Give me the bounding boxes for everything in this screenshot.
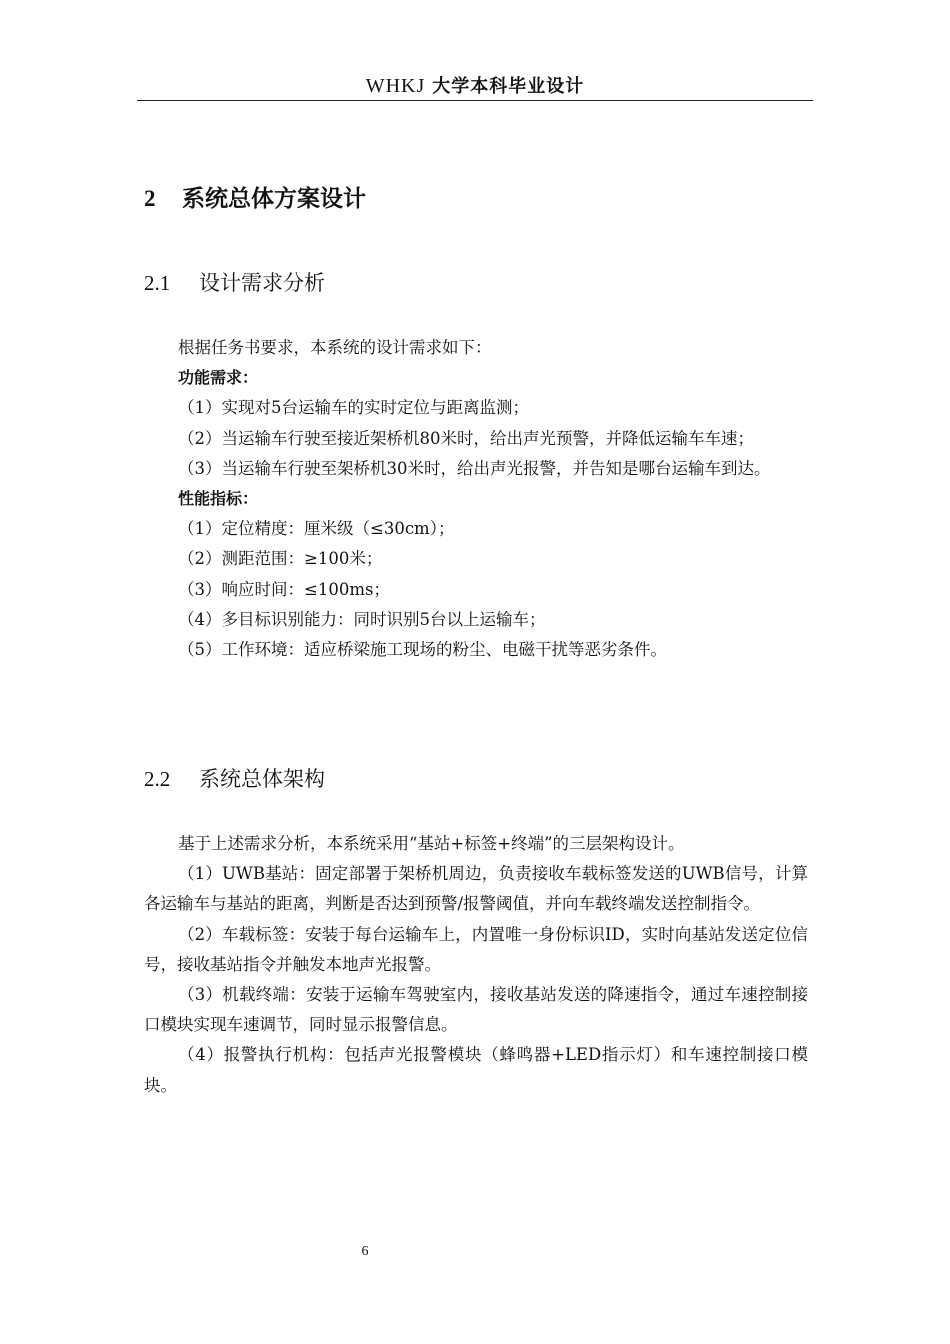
chapter-heading [144, 182, 366, 216]
chapter-number: 2 [144, 186, 156, 211]
performance-item: （5）工作环境：适应桥梁施工现场的粉尘、电磁干扰等恶劣条件。 [178, 640, 667, 660]
performance-item: （4）多目标识别能力：同时识别5台以上运输车； [178, 609, 546, 629]
page-number: 6 [361, 1244, 369, 1259]
architecture-item: （1）UWB基站：固定部署于架桥机周边，负责接收车载标签发送的UWB信号，计算各运输车与基站的距离，判断是否达到预警/报警阈值，并向车载终端发送控制指令。 [144, 864, 808, 914]
architecture-item: （4）报警执行机构：包括声光报警模块（蜂鸣器+LED指示灯）和车速控制接口模块。 [144, 1045, 808, 1095]
section-title: 设计需求分析 [199, 271, 325, 295]
section-heading-2-1 [144, 267, 325, 299]
header-latin: WHKJ [365, 75, 426, 97]
section-number: 2.1 [144, 271, 171, 295]
performance-item: （2）测距范围：≥100米； [178, 549, 383, 569]
architecture-item: （2）车载标签：安装于每台运输车上，内置唯一身份标识ID，实时向基站发送定位信号，接收基站指令并触发本地声光报警。 [144, 924, 808, 974]
architecture-intro: 基于上述需求分析，本系统采用“基站+标签+终端”的三层架构设计。 [178, 834, 685, 853]
page-header [137, 72, 813, 101]
requirements-intro: 根据任务书要求，本系统的设计需求如下： [178, 338, 492, 357]
section-number: 2.2 [144, 767, 171, 791]
functional-item: （1）实现对5台运输车的实时定位与距离监测； [178, 398, 529, 418]
section-title: 系统总体架构 [199, 767, 325, 791]
functional-item: （2）当运输车行驶至接近架桥机80米时，给出声光预警，并降低运输车车速； [178, 428, 754, 448]
chapter-title: 系统总体方案设计 [182, 186, 366, 212]
architecture-item: （3）机载终端：安装于运输车驾驶室内，接收基站发送的降速指令，通过车速控制接口模块实现车速调节，同时显示报警信息。 [144, 985, 808, 1035]
architecture-block [144, 829, 808, 1101]
header-title: 大学本科毕业设计 [432, 76, 585, 97]
requirements-block [144, 333, 808, 665]
section-heading-2-2 [144, 763, 325, 795]
functional-item: （3）当运输车行驶至架桥机30米时，给出声光报警，并告知是哪台运输车到达。 [178, 458, 771, 478]
performance-item: （3）响应时间：≤100ms； [178, 579, 390, 599]
functional-label: 功能需求： [178, 368, 259, 388]
performance-label: 性能指标： [178, 489, 259, 509]
performance-item: （1）定位精度：厘米级（≤30cm）； [178, 519, 455, 539]
